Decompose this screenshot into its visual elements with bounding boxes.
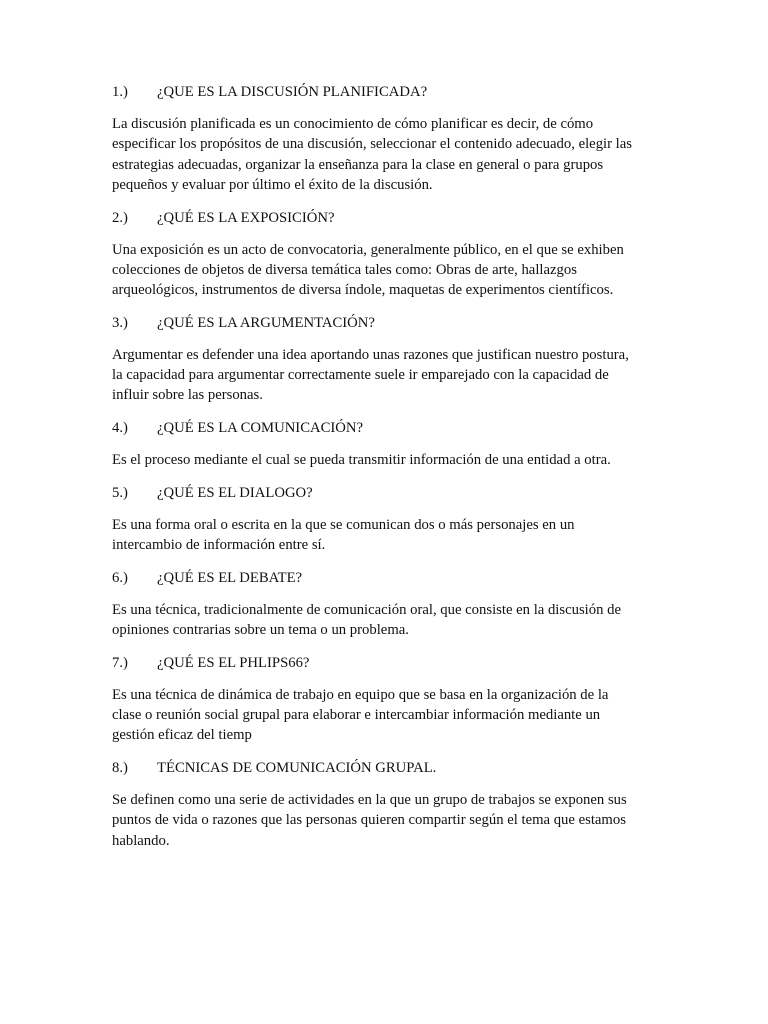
paragraph-line: especificar los propósitos de una discusión, seleccionar el contenido adecuado, elegir las (112, 136, 633, 153)
section-paragraph (112, 240, 664, 301)
section-title: ¿QUÉ ES LA COMUNICACIÓN? (157, 420, 364, 437)
paragraph-line: Se definen como una serie de actividades en la que un grupo de trabajos se exponen sus (112, 792, 627, 809)
section-number: 7.) (112, 654, 128, 671)
section-paragraph (112, 600, 664, 641)
paragraph-line: influir sobre las personas. (112, 387, 263, 404)
section-phlips66 (112, 653, 664, 746)
paragraph-line: pequeños y evaluar por último el éxito de la discusión. (112, 176, 433, 193)
section-title: ¿QUÉ ES EL DEBATE? (157, 569, 303, 586)
paragraph-line: Es el proceso mediante el cual se pueda transmitir información de una entidad a otra. (112, 452, 611, 469)
section-heading (112, 483, 664, 503)
section-number: 6.) (112, 569, 128, 586)
section-title: ¿QUÉ ES EL DIALOGO? (157, 484, 313, 501)
section-comunicacion (112, 418, 664, 470)
section-heading (112, 82, 664, 102)
paragraph-line: gestión eficaz del tiemp (112, 727, 252, 744)
paragraph-line: Argumentar es defender una idea aportando unas razones que justifican nuestro postura, (112, 346, 629, 363)
paragraph-line: colecciones de objetos de diversa temática tales como: Obras de arte, hallazgos (112, 261, 577, 278)
section-heading (112, 758, 664, 778)
paragraph-line: opiniones contrarias sobre un tema o un problema. (112, 622, 409, 639)
paragraph-line: la capacidad para argumentar correctamente suele ir emparejado con la capacidad de (112, 367, 609, 384)
section-paragraph (112, 685, 664, 746)
section-heading (112, 418, 664, 438)
paragraph-line: puntos de vida o razones que las personas quieren compartir según el tema que estamos (112, 812, 626, 829)
section-title: TÉCNICAS DE COMUNICACIÓN GRUPAL. (157, 760, 437, 777)
section-exposicion (112, 208, 664, 301)
section-title: ¿QUÉ ES LA ARGUMENTACIÓN? (157, 314, 375, 331)
paragraph-line: clase o reunión social grupal para elaborar e intercambiar información mediante un (112, 707, 601, 724)
section-heading (112, 313, 664, 333)
paragraph-line: La discusión planificada es un conocimiento de cómo planificar es decir, de cómo (112, 116, 594, 132)
paragraph-line: estrategias adecuadas, organizar la enseñanza para la clase en general o para grupos (112, 156, 604, 173)
section-paragraph (112, 114, 664, 195)
document-page (112, 82, 664, 863)
paragraph-line: Es una forma oral o escrita en la que se comunican dos o más personajes en un (112, 516, 575, 533)
section-number: 2.) (112, 209, 128, 226)
section-heading (112, 208, 664, 228)
section-paragraph (112, 515, 664, 556)
section-number: 1.) (112, 84, 128, 100)
paragraph-line: Es una técnica de dinámica de trabajo en equipo que se basa en la organización de la (112, 686, 609, 703)
paragraph-line: Es una técnica, tradicionalmente de comunicación oral, que consiste en la discusión de (112, 601, 621, 618)
section-argumentacion (112, 313, 664, 406)
section-number: 5.) (112, 484, 128, 501)
section-title: ¿QUE ES LA DISCUSIÓN PLANIFICADA? (157, 84, 428, 100)
section-paragraph (112, 345, 664, 406)
section-number: 8.) (112, 760, 128, 777)
section-title: ¿QUÉ ES EL PHLIPS66? (157, 654, 310, 671)
section-paragraph (112, 450, 664, 470)
section-title: ¿QUÉ ES LA EXPOSICIÓN? (157, 209, 335, 226)
paragraph-line: hablando. (112, 832, 170, 849)
paragraph-line: arqueológicos, instrumentos de diversa índole, maquetas de experimentos científicos. (112, 282, 614, 299)
section-tecnicas-comunicacion-grupal (112, 758, 664, 851)
section-debate (112, 568, 664, 641)
section-heading (112, 653, 664, 673)
section-heading (112, 568, 664, 588)
section-number: 3.) (112, 314, 128, 331)
paragraph-line: Una exposición es un acto de convocatoria, generalmente público, en el que se exhiben (112, 241, 624, 258)
section-discusion-planificada (112, 82, 664, 195)
section-paragraph (112, 790, 664, 851)
section-number: 4.) (112, 420, 128, 437)
paragraph-line: intercambio de información entre sí. (112, 537, 326, 554)
section-dialogo (112, 483, 664, 556)
